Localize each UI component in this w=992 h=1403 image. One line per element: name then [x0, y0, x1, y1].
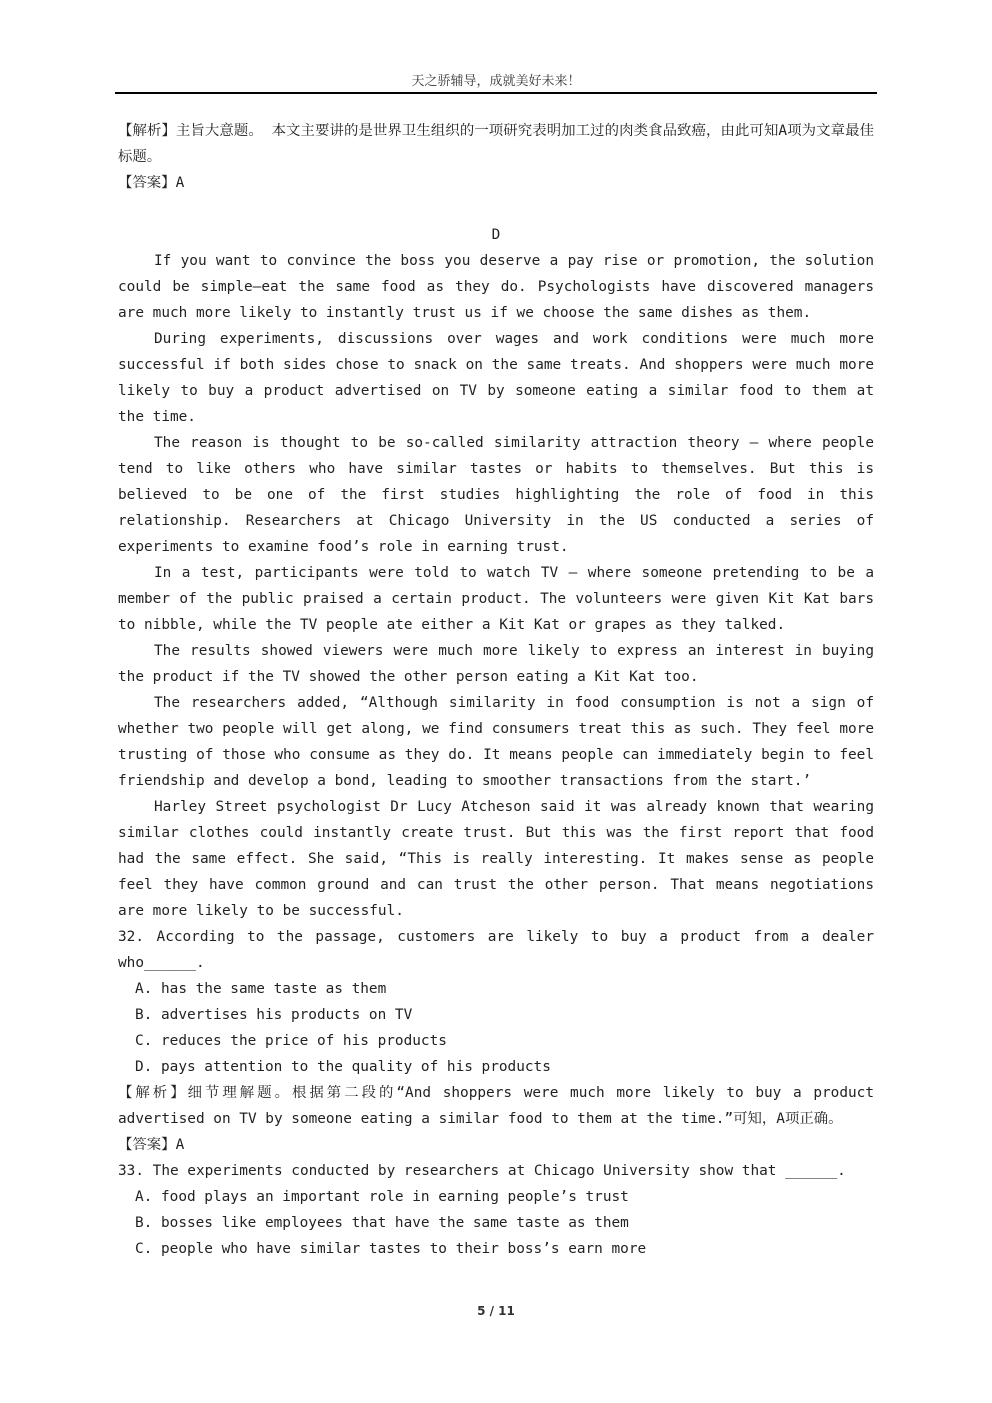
- header-rule: [115, 92, 877, 94]
- question-32-analysis: 【解析】细节理解题。根据第二段的“And shoppers were much more likely to buy a product advertised on TV by someone eating a similar food to them at the time.”可知，A项正确。: [118, 1085, 874, 1127]
- section-label: D: [491, 227, 501, 243]
- page-content: [118, 118, 874, 1262]
- passage-paragraph: The reason is thought to be so-called similarity attraction theory – where people tend to like others who have similar tastes or habits to themselves. But this is believed to be one of the first studies highlighting the role of food in this relationship. Researchers at Chicago University in the US conducted a series of experiments to examine food’s role in earning trust.: [118, 435, 874, 555]
- passage-paragraph: In a test, participants were told to watch TV – where someone pretending to be a member of the public praised a certain product. The volunteers were given Kit Kat bars to nibble, while the TV people ate either a Kit Kat or grapes as they talked.: [118, 565, 874, 633]
- passage-paragraph: If you want to convince the boss you deserve a pay rise or promotion, the solution could be simple—eat the same food as they do. Psychologists have discovered managers are much more likely to instantly trust us if we choose the same dishes as them.: [118, 253, 874, 321]
- passage-paragraph: During experiments, discussions over wages and work conditions were much more successful if both sides chose to snack on the same treats. And shoppers were much more likely to buy a product advertised on TV by someone eating a similar food to them at the time.: [118, 331, 874, 425]
- page-header: 天之骄辅导，成就美好未来！: [411, 74, 581, 89]
- question-32-option-c: C. reduces the price of his products: [135, 1033, 447, 1049]
- question-32-option-d: D. pays attention to the quality of his products: [135, 1059, 551, 1075]
- question-33-option-c: C. people who have similar tastes to their boss’s earn more: [135, 1241, 647, 1257]
- passage-paragraph: Harley Street psychologist Dr Lucy Atcheson said it was already known that wearing similar clothes could instantly create trust. But this was the first report that food had the same effect. She said, “This is really interesting. It makes sense as people feel they have common ground and can trust the other person. That means negotiations are more likely to be successful.: [118, 799, 874, 919]
- prev-answer: 【答案】A: [118, 175, 185, 191]
- page-number: 5 / 11: [477, 1304, 515, 1318]
- passage-paragraph: The researchers added, “Although similarity in food consumption is not a sign of whether two people will get along, we find consumers treat this as such. They feel more trusting of those who consume as they do. It means people can immediately begin to feel friendship and develop a bond, leading to smoother transactions from the start.’: [118, 695, 874, 789]
- question-33-option-a: A. food plays an important role in earning people’s trust: [135, 1189, 629, 1205]
- question-32-option-b: B. advertises his products on TV: [135, 1007, 413, 1023]
- prev-analysis: 【解析】主旨大意题。 本文主要讲的是世界卫生组织的一项研究表明加工过的肉类食品致癌，由此可知A项为文章最佳标题。: [118, 123, 874, 165]
- spacer: [118, 196, 874, 222]
- question-32-stem: 32. According to the passage, customers are likely to buy a product from a dealer who______.: [118, 929, 874, 971]
- question-33-option-b: B. bosses like employees that have the same taste as them: [135, 1215, 629, 1231]
- question-32-answer: 【答案】A: [118, 1137, 185, 1153]
- question-32-option-a: A. has the same taste as them: [135, 981, 387, 997]
- passage-paragraph: The results showed viewers were much more likely to express an interest in buying the product if the TV showed the other person eating a Kit Kat too.: [118, 643, 874, 685]
- question-33-stem: 33. The experiments conducted by researchers at Chicago University show that ______.: [118, 1163, 846, 1179]
